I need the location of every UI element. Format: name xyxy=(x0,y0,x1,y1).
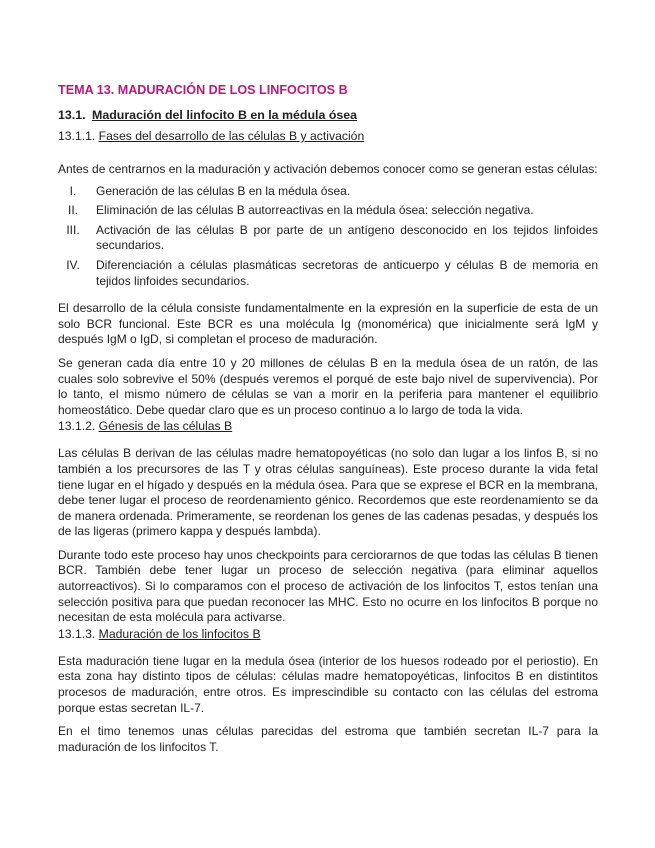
paragraph-thymus: En el timo tenemos unas células parecidas del estroma que también secretan IL-7 para la maduración de los linfocitos T. xyxy=(58,724,598,754)
list-item-text: Diferenciación a células plasmáticas secretoras de anticuerpo y células B de memoria en tejidos linfoides secundarios. xyxy=(96,257,598,288)
section-title: Maduración del linfocito B en la médula ósea xyxy=(92,108,358,122)
subsection-title-1: Fases del desarrollo de las células B y activación xyxy=(98,129,365,143)
paragraph-bcr: El desarrollo de la célula consiste fundamentalmente en la expresión en la superficie de esta de un solo BCR funcional. Este BCR es una molécula Ig (monomérica) que inicialmente será IgM y después IgM o IgD, si completan el proceso de maduración. xyxy=(58,301,598,347)
list-item-number: III. xyxy=(66,222,80,237)
subsection-number-3: 13.1.3. xyxy=(58,626,96,641)
list-item xyxy=(58,184,598,200)
phases-list xyxy=(58,184,598,290)
list-item-number: II. xyxy=(67,203,78,218)
subsection-heading-3 xyxy=(58,626,598,642)
list-item-number: I. xyxy=(69,183,77,198)
chapter-title: TEMA 13. MADURACIÓN DE LOS LINFOCITOS B xyxy=(58,83,348,97)
subsection-title-2: Génesis de las células B xyxy=(98,419,233,434)
section-number: 13.1. xyxy=(58,108,86,122)
list-item xyxy=(58,203,598,219)
list-item-text: Eliminación de las células B autorreactivas en la médula ósea: selección negativa. xyxy=(96,203,534,218)
list-item xyxy=(58,258,598,289)
list-item xyxy=(58,223,598,254)
subsection-heading-1 xyxy=(58,128,598,144)
paragraph-checkpoints: Durante todo este proceso hay unos checkpoints para cerciorarnos de que todas las células B tienen BCR. También debe tener lugar un proceso de selección negativa (para eliminar aquellos autorreactivos). Si lo comparamos con el proceso de activación de los linfocitos T, estos tenían una selección positiva para que puedan reconocer las MHC. Esto no ocurre en los linfocitos B porque no necesitan de esta molécula para activarse. xyxy=(58,547,598,625)
subsection-heading-2 xyxy=(58,418,598,434)
section-heading xyxy=(58,107,598,123)
document-body xyxy=(58,82,598,755)
subsection-number-1: 13.1.1. xyxy=(58,129,96,143)
paragraph-generation: Se generan cada día entre 10 y 20 millones de células B en la medula ósea de un ratón, de las cuales solo sobrevive el 50% (después veremos el porqué de este bajo nivel de supervivencia). Por lo tanto, el mismo número de células se van a morir en la periferia para mantener el equilibrio homeostático. Debe quedar claro que es un proceso continuo a lo largo de toda la vida. xyxy=(58,355,598,417)
paragraph-maturation: Esta maduración tiene lugar en la medula ósea (interior de los huesos rodeado por el periostio). En esta zona hay distinto tipos de células: células madre hematopoyéticas, linfocitos B en distintitos procesos de maduración, entre otros. Es imprescindible su contacto con las células del estroma porque estas secretan IL-7. xyxy=(58,653,598,715)
list-item-text: Activación de las células B por parte de un antígeno desconocido en los tejidos linfoides secundarios. xyxy=(96,222,598,253)
list-item-number: IV. xyxy=(66,257,80,272)
paragraph-genesis: Las células B derivan de las células madre hematopoyéticas (no solo dan lugar a los linfos B, si no también a los precursores de las T y otras células sanguíneas). Este proceso durante la vida fetal tiene lugar en el hígado y después en la médula ósea. Para que se exprese el BCR en la membrana, debe tener lugar el proceso de reordenamiento génico. Recordemos que este reordenamiento se da de manera ordenada. Primeramente, se reordenan los genes de las cadenas pesadas, y después los de las ligeras (primero kappa y después lambda). xyxy=(58,446,598,539)
subsection-title-3: Maduración de los linfocitos B xyxy=(98,626,261,641)
intro-paragraph: Antes de centrarnos en la maduración y activación debemos conocer como se generan estas células: xyxy=(58,162,598,176)
subsection-number-2: 13.1.2. xyxy=(58,419,96,434)
list-item-text: Generación de las células B en la médula ósea. xyxy=(96,183,351,198)
